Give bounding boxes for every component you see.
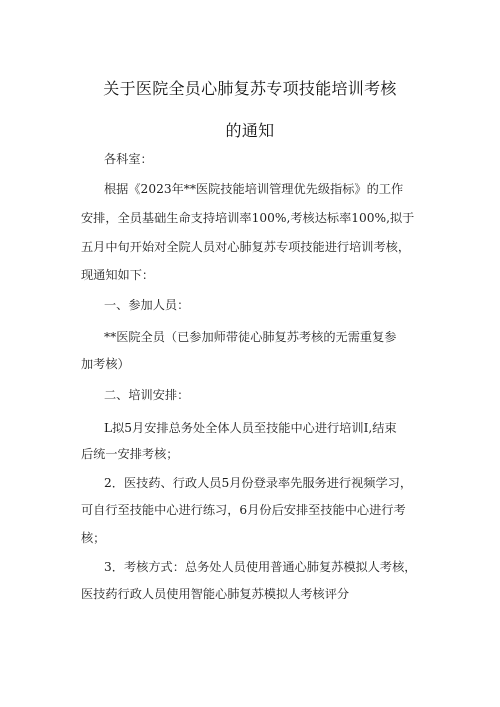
section1-body-line-1: **医院全员（已参加师带徒心肺复苏考核的无需重复参 (104, 330, 397, 344)
intro-line-4: 现通知如下： (81, 268, 155, 282)
item2-line-3: 核； (81, 531, 106, 545)
section1-body-line-2: 加考核） (81, 357, 130, 371)
section2-heading: 二、培训安排： (104, 388, 190, 402)
item1-line-1: L拟5月安排总务处全体人员至技能中心进行培训I,结束 (104, 421, 397, 435)
item3-line-2: 医技药行政人员使用智能心肺复苏模拟人考核评分 (81, 587, 350, 601)
item3-line-1: 3．考核方式：总务处人员使用普通心肺复苏模拟人考核， (104, 560, 417, 574)
salutation: 各科室： (104, 152, 153, 166)
intro-line-3: 五月中旬开始对全院人员对心肺复苏专项技能进行培训考核， (81, 240, 411, 254)
document-title-line-1: 关于医院全员心肺复苏专项技能培训考核 (103, 79, 397, 98)
document-title-line-2: 的通知 (225, 121, 275, 140)
intro-line-1: 根据《2023年**医院技能培训管理优先级指标》的工作 (104, 182, 404, 196)
intro-line-2: 安排，全员基础生命支持培训率100%,考核达标率100%,拟于 (81, 211, 415, 225)
section1-heading: 一、参加人员： (104, 298, 190, 312)
item1-line-2: 后统一安排考核； (81, 447, 179, 461)
item2-line-1: 2．医技药、行政人员5月份登录率先服务进行视频学习， (104, 476, 413, 490)
item2-line-2: 可自行至技能中心进行练习，6月份后安排至技能中心进行考 (81, 503, 406, 517)
